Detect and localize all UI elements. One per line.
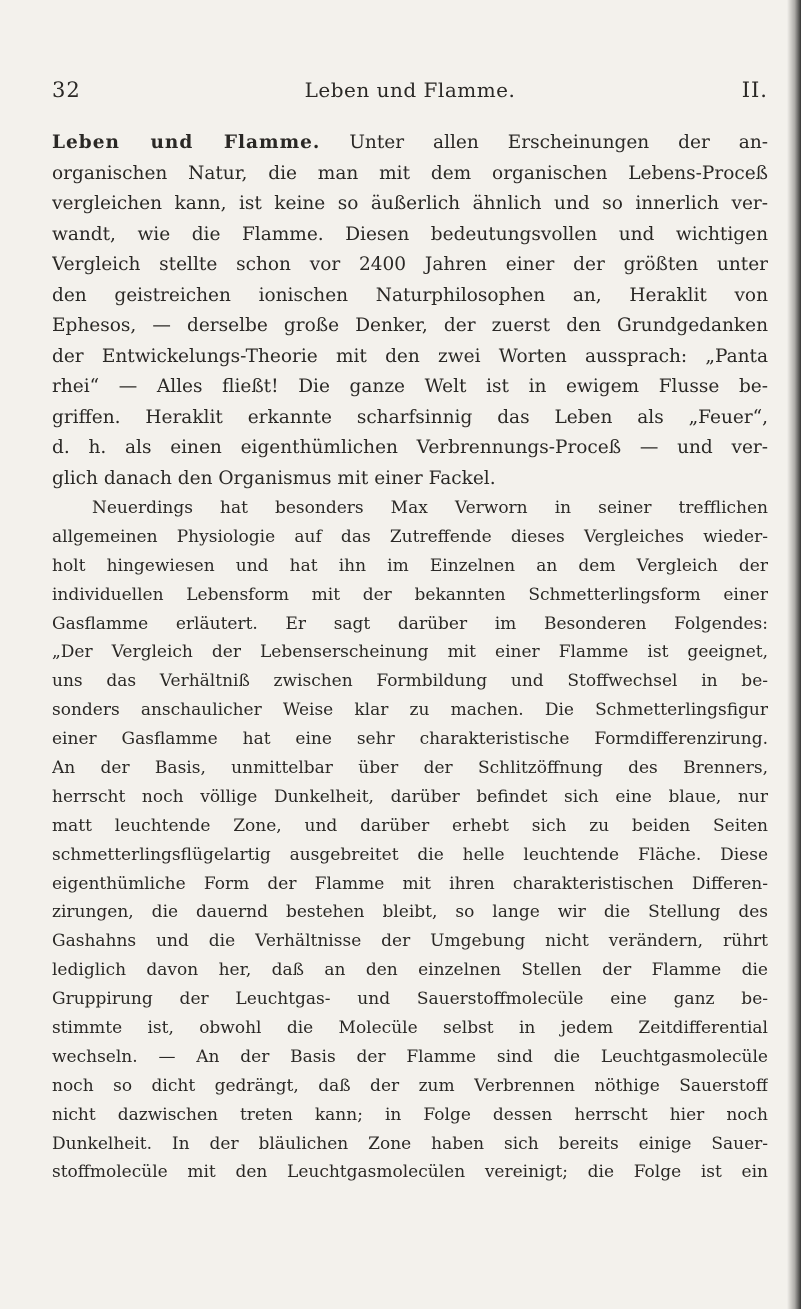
text-line: „Der Vergleich der Lebenserscheinung mit einer Flamme ist geeignet, xyxy=(52,642,768,663)
text-line: Gashahns und die Verhältnisse der Umgebung nicht verändern, rührt xyxy=(52,931,768,952)
text-line: rhei“ — Alles fließt! Die ganze Welt ist in ewigem Flusse be- xyxy=(52,376,768,397)
chapter-number: II. xyxy=(741,78,768,102)
text-line: zirungen, die dauernd bestehen bleibt, so lange wir die Stellung des xyxy=(52,902,768,923)
text-line: einer Gasflamme hat eine sehr charakteristische Formdifferenzirung. xyxy=(52,729,768,750)
text-line: Vergleich stellte schon vor 2400 Jahren einer der größten unter xyxy=(52,254,768,275)
text-line xyxy=(52,128,768,159)
text-line: wandt, wie die Flamme. Diesen bedeutungsvollen und wichtigen xyxy=(52,223,768,245)
running-title: Leben und Flamme. xyxy=(304,78,516,102)
text-line: nicht dazwischen treten kann; in Folge dessen herrscht hier noch xyxy=(52,1104,768,1125)
text-line: holt hingewiesen und hat ihn im Einzelnen an dem Vergleich der xyxy=(52,555,768,576)
text-line: wechseln. — An der Basis der Flamme sind die Leuchtgasmolecüle xyxy=(52,1046,768,1067)
text-line: Ephesos, — derselbe große Denker, der zuerst den Grundgedanken xyxy=(52,315,768,336)
text-line: individuellen Lebensform mit der bekannten Schmetterlingsform einer xyxy=(52,584,768,605)
text-line: Unter allen Erscheinungen der an- xyxy=(349,132,768,153)
text-line: stimmte ist, obwohl die Molecüle selbst in jedem Zeitdifferential xyxy=(52,1018,768,1039)
body-text xyxy=(52,128,768,1187)
text-line: An der Basis, unmittelbar über der Schlitzöffnung des Brenners, xyxy=(52,758,768,779)
page-edge-shadow xyxy=(787,0,801,1309)
running-head xyxy=(52,78,768,108)
text-line: vergleichen kann, ist keine so äußerlich ähnlich und so innerlich ver- xyxy=(52,193,768,214)
text-line: den geistreichen ionischen Naturphilosophen an, Heraklit von xyxy=(52,284,768,306)
text-line: schmetterlingsflügelartig ausgebreitet die helle leuchtende Fläche. Diese xyxy=(52,844,768,865)
section-heading: Leben und Flamme. xyxy=(52,132,321,153)
text-line: organischen Natur, die man mit dem organischen Lebens-Proceß xyxy=(52,162,768,184)
text-line: Neuerdings hat besonders Max Verworn in seiner trefflichen xyxy=(92,498,768,518)
text-line: Gruppirung der Leuchtgas- und Sauerstoffmolecüle eine ganz be- xyxy=(52,989,768,1010)
text-line: herrscht noch völlige Dunkelheit, darüber befindet sich eine blaue, nur xyxy=(52,786,768,807)
page-number: 32 xyxy=(52,78,81,102)
text-line: eigenthümliche Form der Flamme mit ihren charakteristischen Differen- xyxy=(52,873,768,894)
text-line: uns das Verhältniß zwischen Formbildung und Stoffwechsel in be- xyxy=(52,671,768,692)
text-line: Gasflamme erläutert. Er sagt darüber im Besonderen Folgendes: xyxy=(52,613,768,634)
text-line: der Entwickelungs-Theorie mit den zwei Worten aussprach: „Panta xyxy=(52,345,768,367)
text-line: griffen. Heraklit erkannte scharfsinnig das Leben als „Feuer“, xyxy=(52,406,768,428)
text-line: glich danach den Organismus mit einer Fackel. xyxy=(52,467,496,489)
text-line: d. h. als einen eigenthümlichen Verbrennungs-Proceß — und ver- xyxy=(52,437,768,458)
text-line: sonders anschaulicher Weise klar zu machen. Die Schmetterlingsfigur xyxy=(52,700,768,721)
text-line: Dunkelheit. In der bläulichen Zone haben sich bereits einige Sauer- xyxy=(52,1133,768,1154)
text-line: allgemeinen Physiologie auf das Zutreffende dieses Vergleiches wieder- xyxy=(52,526,768,547)
text-line: matt leuchtende Zone, und darüber erhebt sich zu beiden Seiten xyxy=(52,815,768,836)
text-line: noch so dicht gedrängt, daß der zum Verbrennen nöthige Sauerstoff xyxy=(52,1075,768,1096)
text-line: stoffmolecüle mit den Leuchtgasmolecülen vereinigt; die Folge ist ein xyxy=(52,1162,768,1183)
text-line: lediglich davon her, daß an den einzelnen Stellen der Flamme die xyxy=(52,960,768,981)
